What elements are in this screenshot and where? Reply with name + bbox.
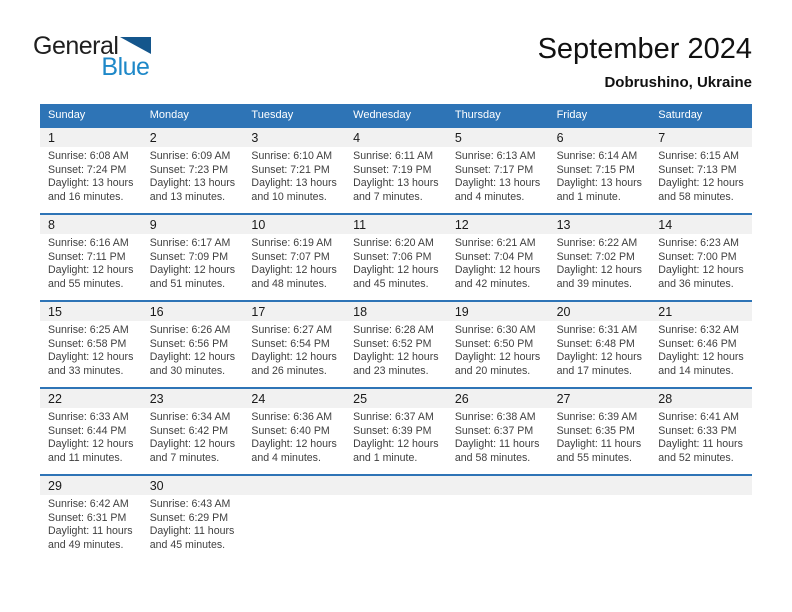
sunrise-text: Sunrise: 6:09 AM	[149, 150, 231, 162]
day-cell	[40, 234, 142, 300]
sunrise-text: Sunrise: 6:22 AM	[556, 237, 638, 249]
day-number	[243, 476, 345, 495]
day-number: 21	[658, 305, 673, 319]
day-cell	[447, 234, 549, 300]
day-cell	[40, 321, 142, 387]
sunrise-text: Sunrise: 6:32 AM	[658, 324, 739, 336]
daylight-text: Daylight: 12 hours and 20 minutes.	[454, 351, 541, 377]
daylight-text: Daylight: 12 hours and 58 minutes.	[658, 177, 744, 203]
day-number-band	[40, 128, 752, 147]
daylight-text: Daylight: 12 hours and 11 minutes.	[48, 438, 134, 464]
sunset-text: Sunset: 6:50 PM	[454, 337, 534, 350]
daylight-text: Daylight: 12 hours and 1 minute.	[353, 438, 439, 464]
day-details-band	[40, 234, 752, 300]
day-cell	[345, 234, 447, 300]
sunrise-text: Sunrise: 6:08 AM	[48, 150, 129, 162]
sunrise-text: Sunrise: 6:41 AM	[658, 411, 739, 423]
day-number	[549, 476, 651, 495]
day-cell	[142, 234, 244, 300]
sunset-text: Sunset: 6:58 PM	[48, 337, 127, 350]
logo-triangle-icon	[120, 36, 151, 54]
weekday-header-tuesday: Tuesday	[251, 109, 294, 121]
day-cell	[650, 321, 752, 387]
sunrise-text: Sunrise: 6:31 AM	[556, 324, 638, 336]
sunset-text: Sunset: 7:09 PM	[149, 250, 229, 263]
sunset-text: Sunset: 6:31 PM	[48, 511, 127, 524]
page-header	[33, 34, 752, 91]
sunset-text: Sunset: 7:00 PM	[658, 250, 737, 263]
day-number: 18	[353, 305, 368, 319]
sunrise-text: Sunrise: 6:25 AM	[48, 324, 129, 336]
day-cell	[447, 321, 549, 387]
sunset-text: Sunset: 6:42 PM	[149, 424, 229, 437]
sunrise-text: Sunrise: 6:34 AM	[149, 411, 231, 423]
sunrise-text: Sunrise: 6:17 AM	[149, 237, 231, 249]
day-number: 28	[658, 392, 673, 406]
day-cell	[345, 147, 447, 213]
sunset-text: Sunset: 7:04 PM	[454, 250, 534, 263]
day-number: 5	[454, 131, 462, 145]
daylight-text: Daylight: 11 hours and 58 minutes.	[454, 438, 540, 464]
sunrise-text: Sunrise: 6:39 AM	[556, 411, 638, 423]
daylight-text: Daylight: 12 hours and 33 minutes.	[48, 351, 134, 377]
day-number: 29	[48, 479, 62, 493]
day-cell	[549, 408, 651, 474]
day-cell	[650, 234, 752, 300]
day-number: 13	[556, 218, 571, 232]
sunset-text: Sunset: 7:07 PM	[251, 250, 330, 263]
sunrise-text: Sunrise: 6:43 AM	[149, 498, 231, 510]
day-cell	[40, 147, 142, 213]
day-details-band	[40, 147, 752, 213]
sunset-text: Sunset: 6:39 PM	[353, 424, 432, 437]
sunrise-text: Sunrise: 6:20 AM	[353, 237, 434, 249]
day-number-band	[40, 215, 752, 234]
day-cell	[142, 495, 244, 561]
sunrise-text: Sunrise: 6:37 AM	[353, 411, 434, 423]
day-number: 3	[251, 131, 259, 145]
day-number: 17	[251, 305, 266, 319]
sunrise-text: Sunrise: 6:21 AM	[454, 237, 536, 249]
daylight-text: Daylight: 12 hours and 39 minutes.	[556, 264, 642, 290]
sunrise-text: Sunrise: 6:11 AM	[353, 150, 434, 162]
day-cell	[447, 408, 549, 474]
day-cell	[549, 147, 651, 213]
day-number: 26	[454, 392, 469, 406]
sunset-text: Sunset: 6:29 PM	[149, 511, 229, 524]
sunset-text: Sunset: 6:54 PM	[251, 337, 330, 350]
weekday-header-saturday: Saturday	[658, 109, 703, 121]
sunset-text: Sunset: 7:06 PM	[353, 250, 432, 263]
day-cell	[447, 495, 549, 561]
sunrise-text: Sunrise: 6:16 AM	[48, 237, 129, 249]
weekday-header-friday: Friday	[556, 109, 588, 121]
day-cell	[549, 321, 651, 387]
sunset-text: Sunset: 6:52 PM	[353, 337, 432, 350]
day-number: 30	[149, 479, 164, 493]
daylight-text: Daylight: 12 hours and 51 minutes.	[149, 264, 236, 290]
day-number: 23	[149, 392, 164, 406]
sunrise-text: Sunrise: 6:14 AM	[556, 150, 638, 162]
sunset-text: Sunset: 6:37 PM	[454, 424, 534, 437]
daylight-text: Daylight: 12 hours and 17 minutes.	[556, 351, 642, 377]
daylight-text: Daylight: 13 hours and 4 minutes.	[454, 177, 541, 203]
sunset-text: Sunset: 6:46 PM	[658, 337, 737, 350]
day-number: 2	[149, 131, 157, 145]
day-details-band	[40, 495, 752, 561]
daylight-text: Daylight: 12 hours and 23 minutes.	[353, 351, 439, 377]
day-cell	[243, 234, 345, 300]
sunrise-text: Sunrise: 6:33 AM	[48, 411, 129, 423]
day-number: 6	[556, 131, 564, 145]
day-number-band	[40, 476, 752, 495]
day-number: 10	[251, 218, 266, 232]
sunset-text: Sunset: 6:56 PM	[149, 337, 229, 350]
sunrise-text: Sunrise: 6:30 AM	[454, 324, 536, 336]
day-cell	[40, 408, 142, 474]
sunset-text: Sunset: 7:19 PM	[353, 163, 432, 176]
daylight-text: Daylight: 11 hours and 55 minutes.	[556, 438, 642, 464]
day-cell	[243, 408, 345, 474]
daylight-text: Daylight: 12 hours and 4 minutes.	[251, 438, 337, 464]
day-cell	[549, 234, 651, 300]
day-number	[650, 476, 752, 495]
day-cell	[40, 495, 142, 561]
day-number	[447, 476, 549, 495]
daylight-text: Daylight: 12 hours and 48 minutes.	[251, 264, 337, 290]
sunset-text: Sunset: 6:40 PM	[251, 424, 330, 437]
sunrise-text: Sunrise: 6:19 AM	[251, 237, 333, 249]
sunrise-text: Sunrise: 6:36 AM	[251, 411, 333, 423]
sunrise-text: Sunrise: 6:10 AM	[251, 150, 333, 162]
daylight-text: Daylight: 12 hours and 36 minutes.	[658, 264, 744, 290]
sunset-text: Sunset: 7:11 PM	[48, 250, 126, 263]
day-number: 24	[251, 392, 266, 406]
day-cell	[142, 321, 244, 387]
daylight-text: Daylight: 11 hours and 49 minutes.	[48, 525, 133, 551]
sunset-text: Sunset: 7:02 PM	[556, 250, 635, 263]
day-number: 1	[48, 131, 55, 145]
day-cell	[243, 147, 345, 213]
sunrise-text: Sunrise: 6:23 AM	[658, 237, 739, 249]
sunrise-text: Sunrise: 6:38 AM	[454, 411, 536, 423]
day-number: 11	[353, 218, 367, 232]
day-cell	[243, 321, 345, 387]
day-cell	[142, 408, 244, 474]
daylight-text: Daylight: 12 hours and 14 minutes.	[658, 351, 744, 377]
sunset-text: Sunset: 6:44 PM	[48, 424, 127, 437]
day-number: 22	[48, 392, 62, 406]
daylight-text: Daylight: 13 hours and 7 minutes.	[353, 177, 439, 203]
day-number	[345, 476, 447, 495]
daylight-text: Daylight: 12 hours and 26 minutes.	[251, 351, 337, 377]
day-cell	[345, 495, 447, 561]
daylight-text: Daylight: 12 hours and 55 minutes.	[48, 264, 134, 290]
sunrise-text: Sunrise: 6:28 AM	[353, 324, 434, 336]
day-cell	[650, 147, 752, 213]
sunset-text: Sunset: 7:21 PM	[251, 163, 330, 176]
day-cell	[447, 147, 549, 213]
page-location: Dobrushino, Ukraine	[604, 73, 752, 91]
day-details-band	[40, 408, 752, 474]
sunrise-text: Sunrise: 6:13 AM	[454, 150, 536, 162]
day-cell	[142, 147, 244, 213]
day-cell	[650, 495, 752, 561]
title-block	[538, 34, 752, 91]
weekday-header-wednesday: Wednesday	[353, 109, 412, 121]
week-row	[40, 213, 752, 300]
sunrise-text: Sunrise: 6:27 AM	[251, 324, 333, 336]
day-number-band	[40, 302, 752, 321]
week-row	[40, 387, 752, 474]
day-number: 16	[149, 305, 164, 319]
week-row	[40, 126, 752, 213]
sunset-text: Sunset: 6:33 PM	[658, 424, 737, 437]
sunset-text: Sunset: 7:13 PM	[658, 163, 737, 176]
daylight-text: Daylight: 12 hours and 30 minutes.	[149, 351, 236, 377]
day-number: 27	[556, 392, 571, 406]
sunset-text: Sunset: 7:17 PM	[454, 163, 534, 176]
sunrise-text: Sunrise: 6:42 AM	[48, 498, 129, 510]
sunset-text: Sunset: 6:35 PM	[556, 424, 635, 437]
page-title: September 2024	[537, 33, 752, 65]
day-number: 7	[658, 131, 666, 145]
sunrise-text: Sunrise: 6:15 AM	[658, 150, 739, 162]
day-number: 14	[658, 218, 673, 232]
daylight-text: Daylight: 12 hours and 7 minutes.	[149, 438, 236, 464]
day-number: 19	[454, 305, 469, 319]
weekday-header-thursday: Thursday	[454, 109, 501, 121]
daylight-text: Daylight: 12 hours and 42 minutes.	[454, 264, 541, 290]
daylight-text: Daylight: 11 hours and 52 minutes.	[658, 438, 743, 464]
day-number-band	[40, 389, 752, 408]
weekday-header-monday: Monday	[149, 109, 189, 121]
day-number: 25	[353, 392, 368, 406]
weekday-header-sunday: Sunday	[48, 109, 86, 121]
day-cell	[650, 408, 752, 474]
day-cell	[345, 321, 447, 387]
day-cell	[243, 495, 345, 561]
general-blue-logo	[33, 34, 151, 80]
day-number: 20	[556, 305, 571, 319]
day-number: 8	[48, 218, 55, 232]
daylight-text: Daylight: 12 hours and 45 minutes.	[353, 264, 439, 290]
day-number: 15	[48, 305, 62, 319]
weekday-header-row	[40, 104, 752, 126]
sunset-text: Sunset: 6:48 PM	[556, 337, 635, 350]
daylight-text: Daylight: 13 hours and 16 minutes.	[48, 177, 134, 203]
sunset-text: Sunset: 7:24 PM	[48, 163, 127, 176]
day-number: 12	[454, 218, 469, 232]
logo-text-general: General	[33, 32, 119, 60]
daylight-text: Daylight: 11 hours and 45 minutes.	[149, 525, 235, 551]
day-details-band	[40, 321, 752, 387]
week-row	[40, 474, 752, 561]
day-cell	[549, 495, 651, 561]
week-row	[40, 300, 752, 387]
daylight-text: Daylight: 13 hours and 1 minute.	[556, 177, 642, 203]
logo-text-blue: Blue	[101, 53, 150, 81]
calendar-table	[40, 104, 752, 561]
calendar-body	[40, 126, 752, 561]
day-number: 4	[353, 131, 361, 145]
sunset-text: Sunset: 7:23 PM	[149, 163, 229, 176]
day-cell	[345, 408, 447, 474]
day-number: 9	[149, 218, 157, 232]
sunset-text: Sunset: 7:15 PM	[556, 163, 635, 176]
daylight-text: Daylight: 13 hours and 10 minutes.	[251, 177, 337, 203]
sunrise-text: Sunrise: 6:26 AM	[149, 324, 231, 336]
daylight-text: Daylight: 13 hours and 13 minutes.	[149, 177, 236, 203]
